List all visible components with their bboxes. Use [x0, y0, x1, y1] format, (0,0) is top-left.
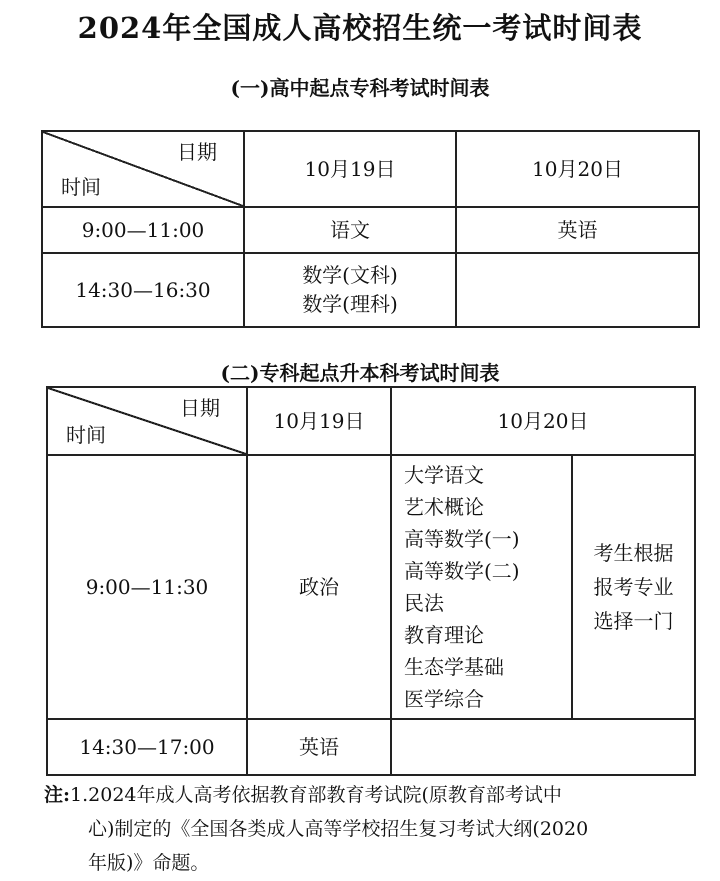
subject-cell [244, 253, 456, 327]
list-item: 高等数学(一) [404, 527, 520, 551]
subject-cell: 英语 [456, 207, 699, 253]
table1-day1-header: 10月19日 [244, 131, 456, 207]
subject-cell: 语文 [244, 207, 456, 253]
note-line: 考生根据 [593, 541, 674, 565]
note-label: 注: [44, 784, 71, 806]
list-item: 医学综合 [404, 687, 484, 711]
time-cell: 14:30—17:00 [47, 719, 247, 775]
table2-day1-header: 10月19日 [247, 387, 391, 455]
table-row [47, 719, 695, 775]
footnote [44, 778, 704, 880]
list-item: 教育理论 [404, 623, 484, 647]
table2-header-row [47, 387, 695, 455]
table-junior-college-start [46, 386, 696, 776]
note-line: 报考专业 [593, 575, 674, 599]
table-row [47, 455, 695, 719]
time-cell: 9:00—11:00 [42, 207, 244, 253]
table2-corner-cell [47, 387, 247, 455]
empty-cell [391, 719, 695, 775]
table1-corner-cell [42, 131, 244, 207]
list-item: 大学语文 [404, 463, 484, 487]
subject-line: 数学(理科) [302, 292, 398, 316]
time-label: 时间 [66, 423, 106, 447]
time-label: 时间 [61, 175, 101, 199]
table1-header-row [42, 131, 699, 207]
table2-heading: (二)专科起点升本科考试时间表 [220, 361, 500, 385]
date-label: 日期 [180, 396, 220, 420]
list-item: 生态学基础 [404, 655, 504, 679]
choose-one-note-cell [572, 455, 695, 719]
table1-day2-header: 10月20日 [456, 131, 699, 207]
table-row [42, 207, 699, 253]
table2-day2-header: 10月20日 [391, 387, 695, 455]
page-title: 2024年全国成人高校招生统一考试时间表 [77, 11, 643, 45]
empty-cell [456, 253, 699, 327]
list-item: 民法 [404, 591, 444, 615]
subject-line: 数学(文科) [302, 263, 398, 287]
table1-heading: (一)高中起点专科考试时间表 [230, 76, 490, 100]
time-cell: 14:30—16:30 [42, 253, 244, 327]
subject-list-cell [391, 455, 572, 719]
note-line-2: 心)制定的《全国各类成人高等学校招生复习考试大纲(2020 [88, 818, 589, 840]
subject-cell: 英语 [247, 719, 391, 775]
subject-cell: 政治 [247, 455, 391, 719]
date-label: 日期 [177, 140, 217, 164]
note-line-3: 年版)》命题。 [88, 852, 210, 874]
time-cell: 9:00—11:30 [47, 455, 247, 719]
table-row [42, 253, 699, 327]
list-item: 高等数学(二) [404, 559, 520, 583]
note-line: 选择一门 [593, 609, 674, 633]
list-item: 艺术概论 [404, 495, 484, 519]
table-high-school-start [41, 130, 700, 328]
note-line-1: 1.2024年成人高考依据教育部教育考试院(原教育部考试中 [70, 784, 562, 806]
